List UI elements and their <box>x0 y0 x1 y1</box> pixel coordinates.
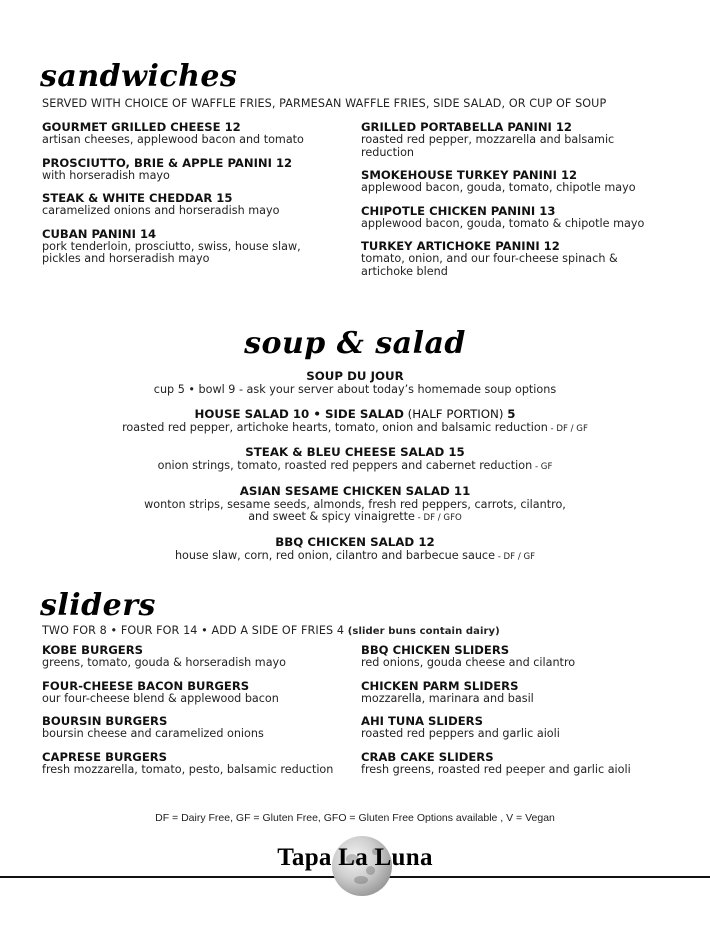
menu-item <box>42 156 372 183</box>
diet-tag: - DF / GF <box>494 551 536 562</box>
item-title: KOBE BURGERS <box>42 643 144 657</box>
menu-item <box>361 120 636 159</box>
menu-item <box>0 484 710 525</box>
menu-item <box>0 535 710 564</box>
item-desc: caramelized onions and horseradish mayo <box>42 204 280 217</box>
item-title: CHICKEN PARM SLIDERS <box>361 678 519 693</box>
item-title: STEAK & WHITE CHEDDAR 15 <box>42 191 233 205</box>
item-title: GOURMET GRILLED CHEESE 12 <box>42 120 241 134</box>
item-title: SMOKEHOUSE TURKEY PANINI 12 <box>361 168 578 182</box>
sliders-heading: sliders <box>40 588 156 623</box>
menu-item <box>361 643 681 670</box>
item-title <box>0 407 710 422</box>
item-desc: red onions, gouda cheese and cilantro <box>361 656 576 669</box>
diet-tag: - GF <box>532 462 553 472</box>
item-desc <box>0 550 710 564</box>
item-title: BOURSIN BURGERS <box>42 714 168 728</box>
sandwiches-subline: SERVED WITH CHOICE OF WAFFLE FRIES, PARMESAN WAFFLE FRIES, SIDE SALAD, OR CUP OF SOUP <box>42 97 607 110</box>
item-desc: applewood bacon, gouda, tomato, chipotle mayo <box>361 181 636 194</box>
item-desc-text: roasted red pepper, artichoke hearts, tomato, onion and balsamic reduction <box>122 420 548 434</box>
item-title: SOUP DU JOUR <box>306 369 404 383</box>
menu-item <box>42 714 372 741</box>
soup-salad-list <box>0 369 710 573</box>
item-title: CUBAN PANINI 14 <box>42 226 157 241</box>
menu-item <box>42 750 372 777</box>
menu-item <box>0 445 710 474</box>
item-title-main: HOUSE SALAD 10 • SIDE SALAD <box>194 406 404 421</box>
item-desc-line2 <box>0 511 710 525</box>
logo-text: Tapa La Luna <box>277 844 433 871</box>
item-desc <box>0 422 710 436</box>
menu-item <box>361 750 681 777</box>
item-desc: pork tenderloin, prosciutto, swiss, house slaw, pickles and horseradish mayo <box>42 239 301 265</box>
slider-buns-note: (slider buns contain dairy) <box>347 626 500 637</box>
item-title: AHI TUNA SLIDERS <box>361 714 483 728</box>
menu-item <box>42 643 372 670</box>
item-desc: artisan cheeses, applewood bacon and tomato <box>42 133 304 146</box>
menu-item <box>0 407 710 436</box>
sliders-right-column <box>361 643 681 785</box>
item-title: GRILLED PORTABELLA PANINI 12 <box>361 120 573 134</box>
item-desc-text: onion strings, tomato, roasted red peppers and cabernet reduction <box>157 459 533 472</box>
menu-item <box>361 679 681 706</box>
menu-item <box>42 191 372 218</box>
item-desc: wonton strips, sesame seeds, almonds, fresh red peppers, carrots, cilantro, <box>144 497 566 511</box>
item-desc <box>0 460 710 474</box>
menu-item <box>361 239 621 278</box>
menu-item <box>42 120 372 147</box>
item-desc: with horseradish mayo <box>42 168 170 182</box>
item-title: BBQ CHICKEN SALAD 12 <box>275 534 435 549</box>
item-desc: roasted red peppers and garlic aioli <box>361 727 560 740</box>
item-desc: mozzarella, marinara and basil <box>361 691 534 705</box>
item-desc: our four-cheese blend & applewood bacon <box>42 691 279 705</box>
item-title: CHIPOTLE CHICKEN PANINI 13 <box>361 203 556 218</box>
item-title: FOUR-CHEESE BACON BURGERS <box>42 678 250 693</box>
logo <box>250 834 460 896</box>
item-desc-text: house slaw, corn, red onion, cilantro and barbecue sauce <box>174 548 495 562</box>
item-title: TURKEY ARTICHOKE PANINI 12 <box>361 239 560 253</box>
item-desc: fresh greens, roasted red peeper and garlic aioli <box>361 762 631 776</box>
menu-item <box>361 714 681 741</box>
diet-tag: - DF / GFO <box>414 513 462 523</box>
sandwiches-left-column <box>42 120 372 275</box>
item-title: CRAB CAKE SLIDERS <box>361 749 494 764</box>
item-desc: applewood bacon, gouda, tomato & chipotle mayo <box>361 216 645 230</box>
sliders-left-column <box>42 643 372 785</box>
sliders-pricing: TWO FOR 8 • FOUR FOR 14 • ADD A SIDE OF FRIES 4 <box>42 624 348 637</box>
soup-salad-heading: soup & salad <box>244 326 466 361</box>
item-desc-text: and sweet & spicy vinaigrette <box>248 510 415 523</box>
menu-item <box>0 369 710 397</box>
sliders-subline <box>42 624 500 637</box>
item-desc: roasted red pepper, mozzarella and balsamic reduction <box>361 133 615 159</box>
item-title: BBQ CHICKEN SLIDERS <box>361 643 510 657</box>
item-desc: tomato, onion, and our four-cheese spinach & artichoke blend <box>361 252 618 278</box>
item-title: ASIAN SESAME CHICKEN SALAD 11 <box>239 483 471 498</box>
item-title-portion: (HALF PORTION) <box>403 406 508 421</box>
item-title-price: 5 <box>507 406 516 421</box>
sandwiches-right-column <box>361 120 671 287</box>
item-title: STEAK & BLEU CHEESE SALAD 15 <box>245 445 465 459</box>
sandwiches-heading: sandwiches <box>40 59 238 94</box>
menu-item <box>42 227 304 266</box>
item-title: CAPRESE BURGERS <box>42 749 168 764</box>
diet-tag: - DF / GF <box>547 423 588 434</box>
item-desc: boursin cheese and caramelized onions <box>42 727 264 740</box>
item-desc: cup 5 • bowl 9 - ask your server about today’s homemade soup options <box>153 383 557 396</box>
menu-item <box>361 168 671 195</box>
item-desc: fresh mozzarella, tomato, pesto, balsamic reduction <box>42 762 334 776</box>
item-desc: greens, tomato, gouda & horseradish mayo <box>42 656 287 669</box>
item-title: PROSCIUTTO, BRIE & APPLE PANINI 12 <box>42 155 293 170</box>
diet-legend: DF = Dairy Free, GF = Gluten Free, GFO = Gluten Free Options available , V = Vegan <box>155 812 555 824</box>
menu-item <box>361 204 671 231</box>
menu-item <box>42 679 372 706</box>
